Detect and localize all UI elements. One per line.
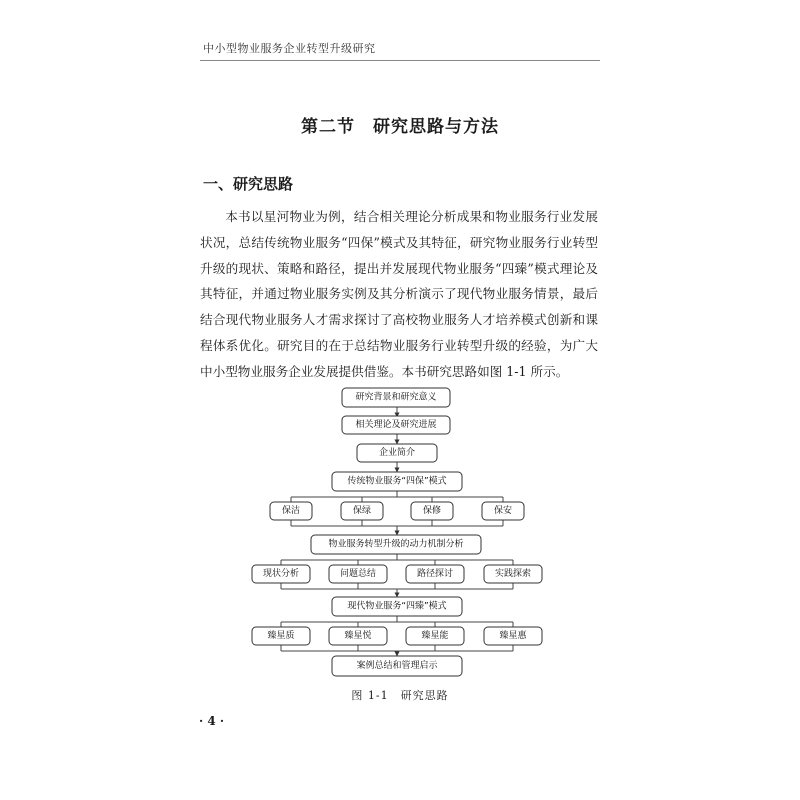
flow-bao-3-label: 保修 [422, 506, 442, 516]
header-rule [200, 60, 600, 61]
flow-bao-1-label: 保洁 [281, 506, 301, 516]
flow-step-background-label: 研究背景和研究意义 [355, 392, 437, 403]
flow-zhen-4-label: 臻星惠 [499, 631, 527, 641]
flow-analysis-4-label: 实践探索 [494, 569, 532, 579]
research-flowchart [0, 380, 800, 680]
flow-zhen-2-label: 臻星悦 [344, 631, 372, 641]
flow-step-theory-label: 相关理论及研究进展 [355, 420, 437, 430]
flow-bao-4-label: 保安 [493, 506, 513, 516]
flow-analysis-1-label: 现状分析 [262, 569, 300, 579]
flow-zhen-1-label: 臻星质 [267, 631, 295, 641]
running-header: 中小型物业服务企业转型升级研究 [203, 42, 376, 55]
page-number: · 4 · [199, 714, 225, 728]
flow-analysis-3-label: 路径探讨 [416, 569, 454, 579]
flow-analysis-2-label: 问题总结 [339, 569, 377, 579]
flow-step-case-label: 案例总结和管理启示 [356, 661, 438, 671]
body-paragraph: 本书以星河物业为例，结合相关理论分析成果和物业服务行业发展状况，总结传统物业服务“四保”模式及其特征，研究物业服务行业转型升级的现状、策略和路径，提出并发展现代物业服务“四臻”模式理论及其特征，并通过物业服务实例及其分析演示了现代物业服务情景，最后结合现代物业服务人才需求探讨了高校物业服务人才培养模式创新和课程体系优化。研究目的在于总结物业服务行业转型升级的经验，为广大中小型物业服务企业发展提供借鉴。本书研究思路如图 1-1 所示。 [200, 209, 598, 379]
page-title: 第二节 研究思路与方法 [301, 117, 499, 137]
flow-zhen-3-label: 臻星能 [421, 631, 449, 641]
flow-step-company-label: 企业简介 [378, 448, 416, 458]
flow-bao-2-label: 保绿 [352, 506, 372, 516]
flow-step-modern-label: 现代物业服务“四臻”模式 [347, 601, 447, 612]
flow-step-traditional-label: 传统物业服务“四保”模式 [347, 476, 447, 487]
flow-step-dynamics-label: 物业服务转型升级的动力机制分析 [328, 539, 464, 550]
figure-caption: 图 1-1 研究思路 [351, 689, 449, 702]
section-heading: 一、研究思路 [203, 175, 294, 193]
